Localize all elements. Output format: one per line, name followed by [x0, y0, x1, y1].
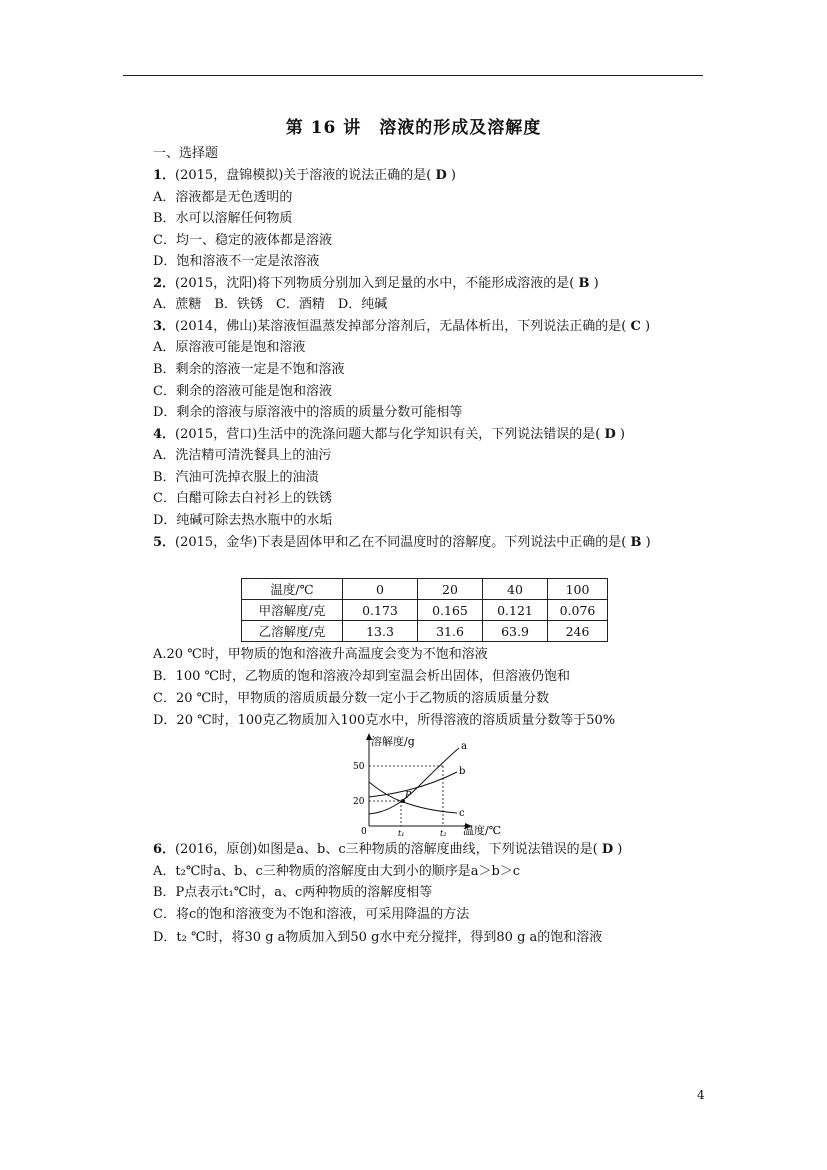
answer-letter: D — [435, 168, 447, 183]
option: A．蔗糖 B．铁锈 C．酒精 D．纯碱 — [153, 297, 388, 312]
option: D．20 ℃时，100克乙物质加入100克水中，所得溶液的溶质质量分数等于50% — [153, 713, 616, 728]
answer-bracket: ) — [593, 276, 599, 291]
table-cell: 甲溶解度/克 — [242, 600, 343, 621]
question-3 — [153, 318, 650, 336]
question-number: 6． — [153, 842, 176, 857]
table-header-cell: 40 — [483, 579, 548, 600]
answer-bracket: ) — [645, 319, 651, 334]
point-label: P — [405, 791, 412, 801]
header-rule — [123, 75, 703, 76]
section-heading: 一、选择题 — [153, 146, 219, 161]
answer-bracket: ) — [450, 168, 456, 183]
option: D．纯碱可除去热水瓶中的水垢 — [153, 513, 333, 528]
table-cell: 246 — [548, 621, 608, 642]
table-header-cell: 温度/℃ — [242, 579, 343, 600]
answer-letter: D — [601, 842, 614, 857]
solubility-curve-figure — [345, 730, 515, 838]
answer-bracket: ) — [617, 842, 623, 857]
option: A．原溶液可能是饱和溶液 — [153, 340, 306, 355]
option: B．100 ℃时，乙物质的饱和溶液冷却到室温会析出固体，但溶液仍饱和 — [153, 669, 571, 684]
y-axis-label: 溶解度/g — [371, 735, 415, 748]
table-cell: 0.173 — [343, 600, 418, 621]
option: D．t₂ ℃时，将30 g a物质加入到50 g水中充分搅拌，得到80 g a的饱和溶液 — [153, 930, 603, 945]
option: D．剩余的溶液与原溶液中的溶质的质量分数可能相等 — [153, 405, 463, 420]
answer-letter: B — [578, 276, 590, 291]
curve-label: b — [459, 766, 466, 777]
curve-c — [369, 782, 457, 813]
table-cell: 63.9 — [483, 621, 548, 642]
y-tick-label: 20 — [353, 797, 365, 807]
answer-letter: C — [630, 319, 641, 334]
question-stem: (2015，沈阳)将下列物质分别加入到足量的水中，不能形成溶液的是( — [175, 276, 575, 291]
x-tick-label: t₂ — [440, 829, 447, 838]
question-stem: (2015，金华)下表是固体甲和乙在不同温度时的溶解度。下列说法中正确的是( — [175, 535, 627, 550]
question-number: 2． — [153, 276, 176, 291]
question-stem: (2014，佛山)某溶液恒温蒸发掉部分溶剂后，无晶体析出，下列说法正确的是( — [175, 319, 627, 334]
option: D．饱和溶液不一定是浓溶液 — [153, 254, 320, 269]
option: C．白醋可除去白衬衫上的铁锈 — [153, 491, 332, 506]
curve-label: a — [461, 741, 467, 752]
table-header-cell: 100 — [548, 579, 608, 600]
answer-letter: D — [604, 427, 616, 442]
question-6 — [153, 841, 622, 859]
option: C．将c的饱和溶液变为不饱和溶液，可采用降温的方法 — [153, 907, 470, 922]
answer-letter: B — [630, 535, 642, 550]
option: A．溶液都是无色透明的 — [153, 190, 293, 205]
question-number: 5． — [153, 535, 176, 550]
table-cell: 0.165 — [418, 600, 483, 621]
table-row — [242, 621, 608, 642]
question-stem: (2015，盘锦模拟)关于溶液的说法正确的是( — [175, 168, 432, 183]
table-header-cell: 20 — [418, 579, 483, 600]
option: B．P点表示t₁℃时，a、c两种物质的溶解度相等 — [153, 885, 433, 900]
x-axis-label: 温度/℃ — [463, 824, 502, 837]
table-header-cell: 0 — [343, 579, 418, 600]
table-cell: 13.3 — [343, 621, 418, 642]
option: B．汽油可洗掉衣服上的油渍 — [153, 470, 319, 485]
question-number: 1． — [153, 168, 176, 183]
table-row — [242, 600, 608, 621]
page-title: 第 16 讲 溶液的形成及溶解度 — [285, 118, 542, 138]
option: C．均一、稳定的液体都是溶液 — [153, 233, 332, 248]
option: C．剩余的溶液可能是饱和溶液 — [153, 384, 332, 399]
answer-bracket: ) — [645, 535, 651, 550]
option: C．20 ℃时，甲物质的溶质质最分数一定小于乙物质的溶质质量分数 — [153, 691, 550, 706]
curve-a — [369, 748, 459, 814]
page-number: 4 — [697, 1088, 705, 1102]
question-2 — [153, 275, 599, 293]
curve-b — [369, 772, 457, 797]
option: B．剩余的溶液一定是不饱和溶液 — [153, 362, 345, 377]
question-stem: (2015，营口)生活中的洗涤问题大都与化学知识有关，下列说法错误的是( — [175, 427, 601, 442]
option: A．t₂℃时a、b、c三种物质的溶解度由大到小的顺序是a＞b＞c — [153, 864, 521, 879]
x-tick-label: t₁ — [398, 829, 405, 838]
option: A.20 ℃时，甲物质的饱和溶液升高温度会变为不饱和溶液 — [153, 647, 488, 662]
answer-bracket: ) — [619, 427, 625, 442]
table-cell: 乙溶解度/克 — [242, 621, 343, 642]
origin-label: 0 — [361, 827, 367, 837]
question-5 — [153, 534, 651, 552]
table-header-row — [242, 579, 608, 600]
table-cell: 31.6 — [418, 621, 483, 642]
option: A．洗洁精可清洗餐具上的油污 — [153, 448, 332, 463]
curve-label: c — [459, 808, 465, 819]
question-1 — [153, 167, 456, 185]
question-stem: (2016，原创)如图是a、b、c三种物质的溶解度曲线，下列说法错误的是( — [175, 842, 598, 857]
question-number: 4． — [153, 427, 176, 442]
question-4 — [153, 426, 625, 444]
option: B．水可以溶解任何物质 — [153, 211, 293, 226]
question-number: 3． — [153, 319, 176, 334]
solubility-table — [241, 578, 608, 642]
table-cell: 0.121 — [483, 600, 548, 621]
y-tick-label: 50 — [353, 762, 365, 772]
table-cell: 0.076 — [548, 600, 608, 621]
